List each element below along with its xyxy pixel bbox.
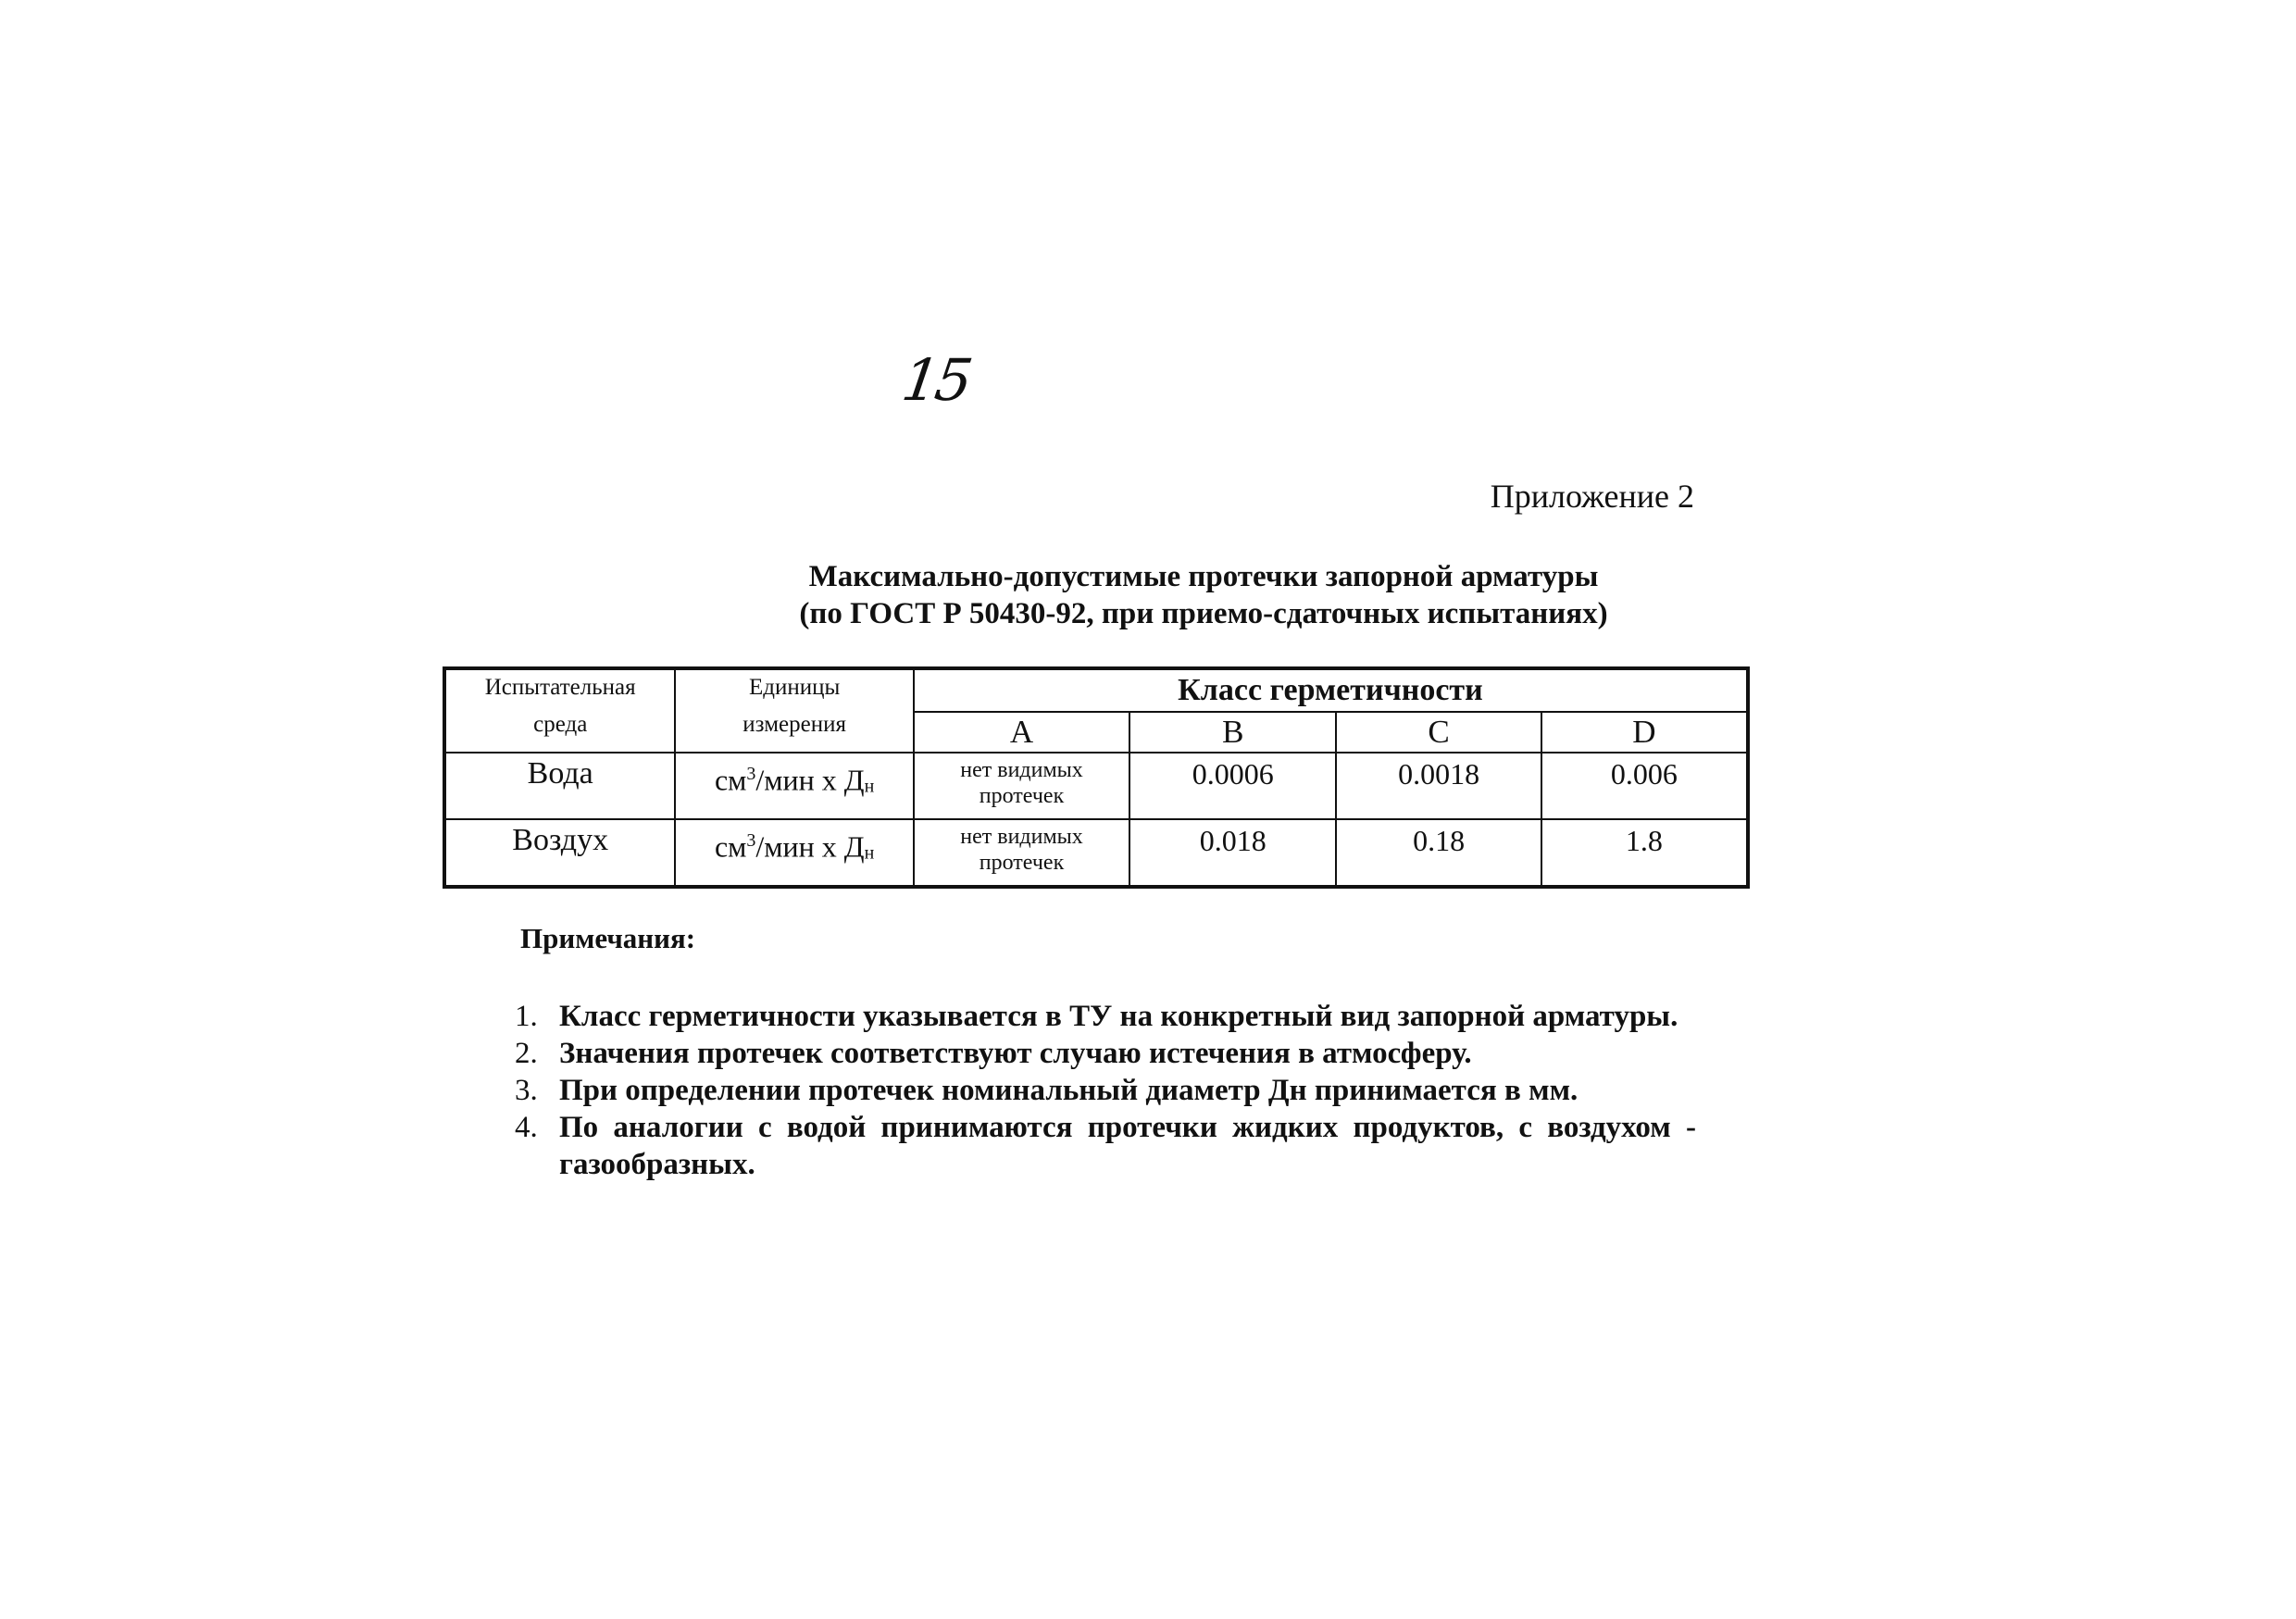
cell-class-d: 0.006 bbox=[1541, 753, 1748, 819]
note-text: При определении протечек номинальный диаметр Дн принимается в мм. bbox=[559, 1074, 1578, 1107]
document-title bbox=[444, 558, 1963, 632]
note-item bbox=[515, 998, 1696, 1035]
table-row-water bbox=[444, 753, 1748, 819]
header-tightness-class: Класс герметичности bbox=[914, 668, 1748, 712]
cell-medium: Вода bbox=[444, 753, 675, 819]
header-units-line-2: измерения bbox=[742, 712, 846, 737]
title-line-1: Максимально-допустимые протечки запорной арматуры bbox=[808, 560, 1599, 593]
appendix-label: Приложение 2 bbox=[1490, 478, 1694, 515]
note-number: 4. bbox=[515, 1111, 538, 1144]
units-rest: /мин х Д bbox=[755, 829, 865, 864]
note-text: Значения протечек соответствуют случаю истечения в атмосферу. bbox=[559, 1037, 1472, 1070]
units-sub: н bbox=[864, 842, 875, 864]
header-units bbox=[675, 668, 913, 753]
header-class-b: B bbox=[1129, 712, 1336, 753]
cell-class-b: 0.018 bbox=[1129, 819, 1336, 887]
units-sup: 3 bbox=[746, 764, 756, 784]
table-row-air bbox=[444, 819, 1748, 887]
table-header-row-1 bbox=[444, 668, 1748, 712]
cell-class-a-line-2: протечек bbox=[979, 784, 1065, 808]
header-class-c: C bbox=[1336, 712, 1541, 753]
units-main: см bbox=[714, 829, 747, 864]
header-medium-line-2: среда bbox=[533, 712, 588, 737]
header-units-line-1: Единицы bbox=[748, 675, 841, 700]
header-class-a: A bbox=[914, 712, 1129, 753]
note-text: Класс герметичности указывается в ТУ на конкретный вид запорной арматуры. bbox=[559, 1000, 1678, 1033]
cell-class-a bbox=[914, 753, 1129, 819]
header-medium bbox=[444, 668, 675, 753]
note-number: 1. bbox=[515, 1000, 538, 1033]
cell-class-c: 0.18 bbox=[1336, 819, 1541, 887]
note-number: 3. bbox=[515, 1074, 538, 1107]
notes-list bbox=[515, 998, 1696, 1183]
leakage-table bbox=[443, 666, 1750, 889]
cell-class-a-line-2: протечек bbox=[979, 851, 1065, 875]
cell-class-a bbox=[914, 819, 1129, 887]
cell-class-b: 0.0006 bbox=[1129, 753, 1336, 819]
title-line-2: (по ГОСТ Р 50430-92, при приемо-сдаточных испытаниях) bbox=[799, 597, 1608, 630]
cell-class-c: 0.0018 bbox=[1336, 753, 1541, 819]
units-sup: 3 bbox=[746, 830, 756, 851]
note-item bbox=[515, 1072, 1696, 1109]
cell-class-d: 1.8 bbox=[1541, 819, 1748, 887]
page-number: 15 bbox=[897, 346, 974, 414]
header-medium-line-1: Испытательная bbox=[484, 675, 636, 700]
note-item bbox=[515, 1035, 1696, 1072]
units-sub: н bbox=[864, 776, 875, 797]
cell-class-a-line-1: нет видимых bbox=[960, 758, 1083, 782]
note-number: 2. bbox=[515, 1037, 538, 1070]
note-item bbox=[515, 1109, 1696, 1183]
header-class-d: D bbox=[1541, 712, 1748, 753]
cell-units bbox=[675, 753, 913, 819]
units-main: см bbox=[714, 763, 747, 797]
notes-title: Примечания: bbox=[520, 922, 696, 954]
cell-class-a-line-1: нет видимых bbox=[960, 825, 1083, 849]
note-text: По аналогии с водой принимаются протечки жидких продуктов, с воздухом - газообразных. bbox=[559, 1111, 1696, 1181]
cell-units bbox=[675, 819, 913, 887]
units-rest: /мин х Д bbox=[755, 763, 865, 797]
cell-medium: Воздух bbox=[444, 819, 675, 887]
